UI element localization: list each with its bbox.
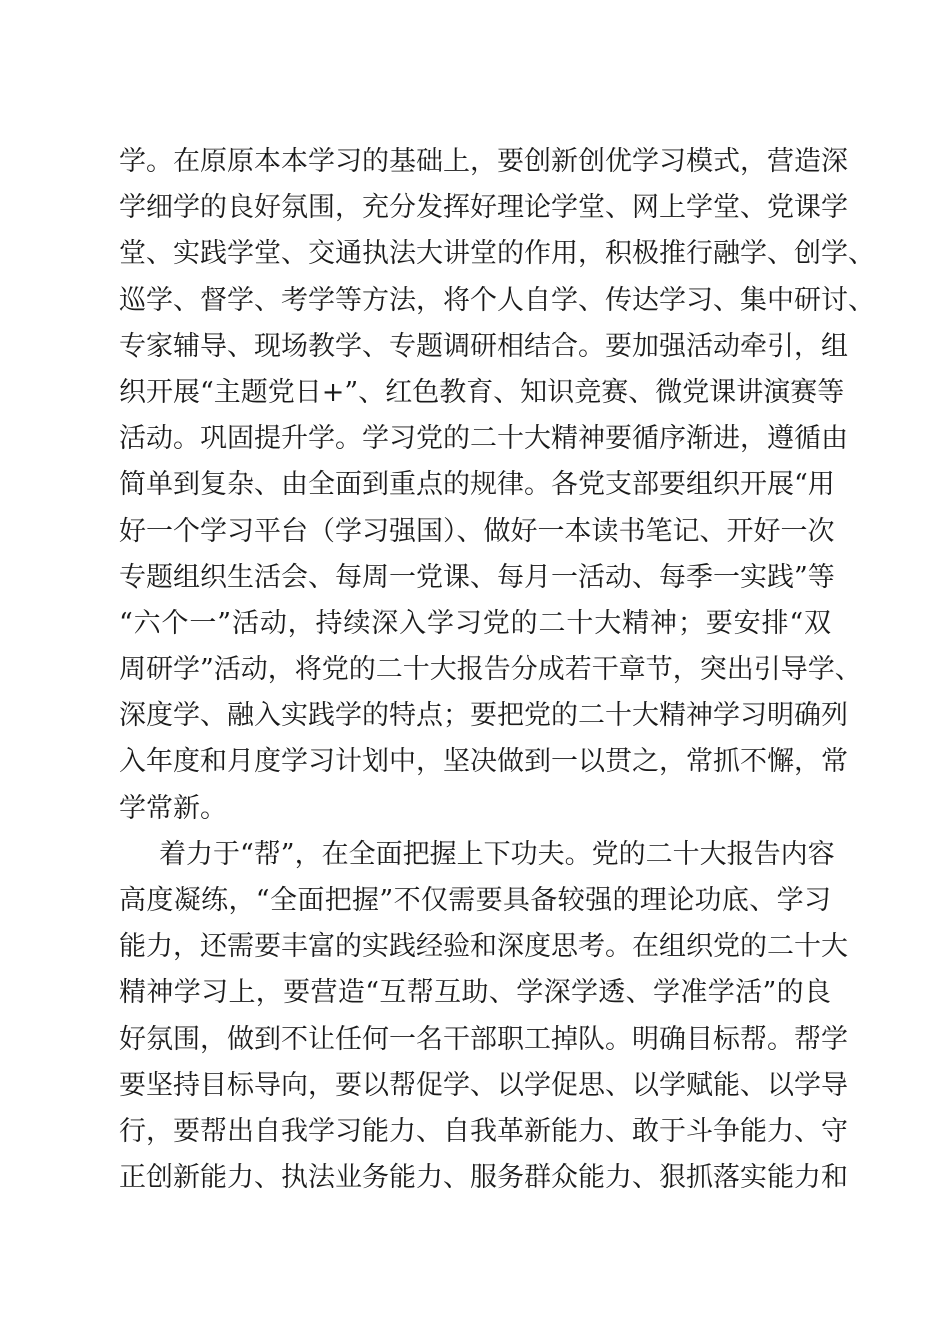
text-line: 入年度和月度学习计划中，坚决做到一以贯之，常抓不懈，常 bbox=[119, 746, 848, 778]
text-line: 好一个学习平台（学习强国）、做好一本读书笔记、开好一次 bbox=[119, 515, 835, 547]
text-line: 行，要帮出自我学习能力、自我革新能力、敢于斗争能力、守 bbox=[119, 1115, 848, 1147]
text-line: 专题组织生活会、每周一党课、每月一活动、每季一实践”等 bbox=[119, 561, 835, 593]
text-line: 能力，还需要丰富的实践经验和深度思考。在组织党的二十大 bbox=[119, 931, 848, 963]
text-line: 织开展“主题党日+”、红色教育、知识竞赛、微党课讲演赛等 bbox=[119, 376, 845, 408]
text-line: 周研学”活动，将党的二十大报告分成若干章节，突出引导学、 bbox=[119, 654, 862, 686]
text-line: 要坚持目标导向，要以帮促学、以学促思、以学赋能、以学导 bbox=[119, 1069, 848, 1101]
text-line: “六个一”活动，持续深入学习党的二十大精神；要安排“双 bbox=[119, 607, 831, 639]
text-line: 深度学、融入实践学的特点；要把党的二十大精神学习明确列 bbox=[119, 700, 848, 732]
text-line: 高度凝练，“全面把握”不仅需要具备较强的理论功底、学习 bbox=[119, 885, 831, 916]
text-line: 好氛围，做到不让任何一名干部职工掉队。明确目标帮。帮学 bbox=[119, 1023, 848, 1055]
text-line: 精神学习上，要营造“互帮互助、学深学透、学准学活”的良 bbox=[119, 977, 831, 1009]
text-line: 活动。巩固提升学。学习党的二十大精神要循序渐进，遵循由 bbox=[119, 423, 848, 455]
text-line: 堂、实践学堂、交通执法大讲堂的作用，积极推行融学、创学、 bbox=[119, 238, 875, 270]
text-line: 巡学、督学、考学等方法，将个人自学、传达学习、集中研讨、 bbox=[119, 284, 875, 316]
paragraph-2 bbox=[119, 832, 848, 1202]
text-line: 着力于“帮”，在全面把握上下功夫。党的二十大报告内容 bbox=[159, 838, 835, 870]
text-line: 学。在原原本本学习的基础上，要创新创优学习模式，营造深 bbox=[119, 146, 848, 177]
text-line: 专家辅导、现场教学、专题调研相结合。要加强活动牵引，组 bbox=[119, 330, 848, 362]
document-body bbox=[119, 139, 875, 1201]
text-line: 简单到复杂、由全面到重点的规律。各党支部要组织开展“用 bbox=[119, 469, 835, 501]
text-line: 学细学的良好氛围，充分发挥好理论学堂、网上学堂、党课学 bbox=[119, 192, 848, 224]
text-line: 学常新。 bbox=[119, 792, 227, 824]
paragraph-1 bbox=[119, 139, 875, 832]
text-line: 正创新能力、执法业务能力、服务群众能力、狠抓落实能力和 bbox=[119, 1162, 848, 1194]
